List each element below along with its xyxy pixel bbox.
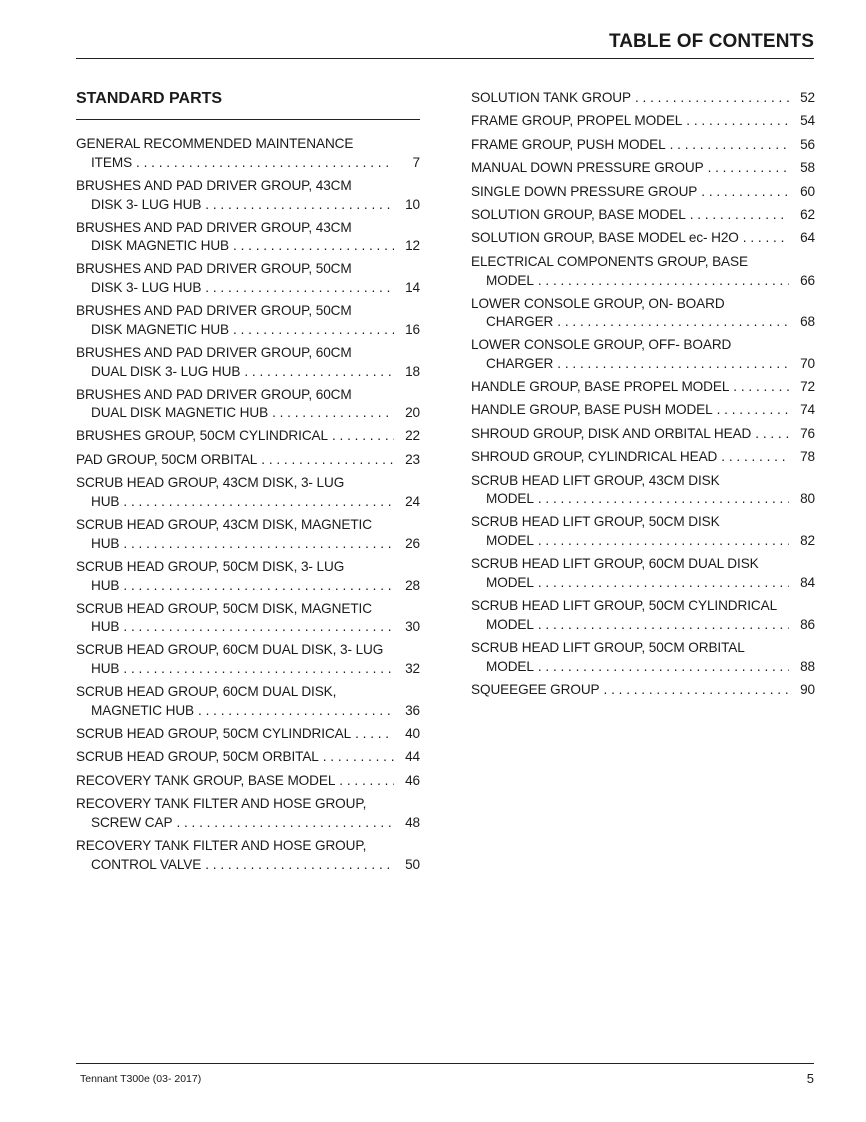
toc-entry-title: SCRUB HEAD GROUP, 60CM DUAL DISK, 3- LUG bbox=[76, 642, 384, 658]
toc-page-number: 46 bbox=[405, 772, 420, 788]
dot-leader bbox=[538, 490, 789, 509]
toc-entry-title-continued: HUB bbox=[91, 494, 120, 510]
toc-page-number: 50 bbox=[405, 856, 420, 872]
toc-entry[interactable] bbox=[471, 425, 815, 444]
toc-entry-title-continued: MODEL bbox=[486, 533, 534, 549]
dot-leader bbox=[721, 448, 789, 467]
footer-divider bbox=[76, 1063, 814, 1064]
toc-entry-title: HANDLE GROUP, BASE PROPEL MODEL bbox=[471, 379, 730, 395]
toc-entry-title-continued: DISK MAGNETIC HUB bbox=[91, 238, 230, 254]
toc-entry[interactable] bbox=[76, 516, 420, 554]
toc-entry-title-continued: DUAL DISK MAGNETIC HUB bbox=[91, 405, 269, 421]
toc-page-number: 78 bbox=[800, 449, 815, 465]
toc-entry[interactable] bbox=[76, 451, 420, 470]
toc-entry[interactable] bbox=[471, 136, 815, 155]
toc-entry[interactable] bbox=[471, 253, 815, 291]
toc-entry-title: SCRUB HEAD LIFT GROUP, 43CM DISK bbox=[471, 472, 720, 488]
toc-page-number: 84 bbox=[800, 575, 815, 590]
dot-leader bbox=[123, 535, 394, 554]
dot-leader bbox=[538, 532, 789, 551]
toc-entry[interactable] bbox=[76, 135, 420, 173]
toc-entry-title-continued: MODEL bbox=[486, 491, 534, 507]
toc-entry[interactable] bbox=[471, 336, 815, 374]
toc-entry[interactable] bbox=[76, 795, 420, 833]
toc-page-number: 23 bbox=[405, 451, 420, 467]
toc-entry-title: MANUAL DOWN PRESSURE GROUP bbox=[471, 160, 704, 176]
toc-entry-title-continued: CONTROL VALVE bbox=[91, 856, 202, 872]
toc-entry-title-continued: DUAL DISK 3- LUG HUB bbox=[91, 363, 241, 379]
toc-entry-title: SCRUB HEAD LIFT GROUP, 50CM CYLINDRICAL bbox=[471, 597, 778, 613]
toc-entry[interactable] bbox=[471, 378, 815, 397]
toc-entry-title: SHROUD GROUP, CYLINDRICAL HEAD bbox=[471, 449, 718, 465]
dot-leader bbox=[272, 404, 394, 423]
toc-page-number: 12 bbox=[405, 238, 420, 254]
toc-entry[interactable] bbox=[76, 837, 420, 875]
toc-entry[interactable] bbox=[76, 427, 420, 446]
toc-page-number: 14 bbox=[405, 280, 420, 296]
toc-entry-title-continued: CHARGER bbox=[486, 356, 554, 372]
toc-entry-title-continued: MODEL bbox=[486, 616, 534, 632]
section-title: STANDARD PARTS bbox=[76, 90, 223, 107]
toc-entry[interactable] bbox=[76, 600, 420, 638]
toc-page-number: 58 bbox=[800, 160, 815, 176]
toc-entry[interactable] bbox=[76, 725, 420, 744]
toc-entry[interactable] bbox=[471, 112, 815, 131]
toc-entry[interactable] bbox=[471, 159, 815, 178]
toc-entry[interactable] bbox=[76, 558, 420, 596]
dot-leader bbox=[538, 272, 789, 291]
toc-page-number: 88 bbox=[800, 658, 815, 674]
dot-leader bbox=[123, 493, 394, 512]
toc-entry-title-continued: SCREW CAP bbox=[91, 814, 173, 830]
toc-page-number: 70 bbox=[800, 356, 815, 372]
toc-page-number: 24 bbox=[405, 494, 420, 510]
toc-entry-title-continued: MODEL bbox=[486, 658, 534, 674]
toc-entry-title: PAD GROUP, 50CM ORBITAL bbox=[76, 451, 258, 467]
toc-entry-title: SCRUB HEAD GROUP, 60CM DUAL DISK, bbox=[76, 684, 337, 700]
dot-leader bbox=[136, 154, 394, 173]
toc-page-number: 72 bbox=[800, 379, 815, 395]
dot-leader bbox=[686, 112, 789, 131]
dot-leader bbox=[339, 772, 394, 791]
dot-leader bbox=[323, 748, 394, 767]
toc-entry-title: SCRUB HEAD LIFT GROUP, 50CM ORBITAL bbox=[471, 639, 745, 655]
toc-entry[interactable] bbox=[471, 206, 815, 225]
dot-leader bbox=[233, 321, 394, 340]
toc-entry[interactable] bbox=[76, 219, 420, 257]
toc-page-number: 7 bbox=[412, 154, 420, 170]
toc-entry[interactable] bbox=[76, 641, 420, 679]
toc-page-number: 18 bbox=[405, 363, 420, 379]
toc-entry-title: SCRUB HEAD GROUP, 50CM DISK, MAGNETIC bbox=[76, 600, 372, 616]
toc-entry[interactable] bbox=[471, 597, 815, 635]
toc-entry-title: SOLUTION GROUP, BASE MODEL bbox=[471, 206, 686, 222]
toc-entry[interactable] bbox=[76, 683, 420, 721]
dot-leader bbox=[332, 427, 394, 446]
toc-page-number: 28 bbox=[405, 577, 420, 593]
dot-leader bbox=[717, 401, 789, 420]
toc-entry-title: RECOVERY TANK FILTER AND HOSE GROUP, bbox=[76, 837, 367, 853]
toc-entry-title: SOLUTION GROUP, BASE MODEL ec- H2O bbox=[471, 230, 739, 246]
toc-entry-title-continued: HUB bbox=[91, 619, 120, 635]
dot-leader bbox=[557, 313, 789, 332]
toc-page-number: 86 bbox=[800, 616, 815, 632]
toc-entry[interactable] bbox=[471, 229, 815, 248]
section-divider bbox=[76, 119, 420, 120]
dot-leader bbox=[755, 425, 789, 444]
toc-page-number: 52 bbox=[800, 90, 815, 105]
toc-page-number: 32 bbox=[405, 661, 420, 677]
toc-entry[interactable] bbox=[471, 89, 815, 108]
toc-page-number: 20 bbox=[405, 405, 420, 421]
dot-leader bbox=[743, 229, 789, 248]
dot-leader bbox=[233, 237, 394, 256]
toc-entry-title: BRUSHES AND PAD DRIVER GROUP, 43CM bbox=[76, 177, 352, 193]
dot-leader bbox=[123, 618, 394, 637]
footer-document-id: Tennant T300e (03- 2017) bbox=[80, 1073, 202, 1085]
toc-entry-title: BRUSHES GROUP, 50CM CYLINDRICAL bbox=[76, 428, 328, 444]
toc-page-number: 30 bbox=[405, 619, 420, 635]
dot-leader bbox=[205, 196, 394, 215]
toc-entry[interactable] bbox=[76, 260, 420, 298]
toc-entry[interactable] bbox=[471, 183, 815, 202]
dot-leader bbox=[261, 451, 394, 470]
toc-entry[interactable] bbox=[471, 513, 815, 551]
toc-entry[interactable] bbox=[471, 448, 815, 467]
document-title: TABLE OF CONTENTS bbox=[608, 31, 814, 52]
toc-page-number: 48 bbox=[405, 814, 420, 830]
toc-page-number: 80 bbox=[800, 491, 815, 507]
toc-entry-title: BRUSHES AND PAD DRIVER GROUP, 50CM bbox=[76, 303, 352, 319]
toc-page-number: 44 bbox=[405, 749, 420, 765]
dot-leader bbox=[244, 363, 394, 382]
toc-entry-title: LOWER CONSOLE GROUP, ON- BOARD bbox=[471, 295, 725, 311]
toc-entry-title-continued: HUB bbox=[91, 661, 120, 677]
toc-page-number: 40 bbox=[405, 725, 420, 741]
dot-leader bbox=[198, 702, 394, 721]
toc-entry-title-continued: ITEMS bbox=[91, 154, 133, 170]
toc-entry-title: SCRUB HEAD GROUP, 50CM ORBITAL bbox=[76, 749, 319, 765]
toc-entry-title-continued: HUB bbox=[91, 535, 120, 551]
dot-leader bbox=[538, 658, 789, 677]
toc-entry-title: SCRUB HEAD GROUP, 43CM DISK, 3- LUG bbox=[76, 475, 345, 491]
toc-page-number: 76 bbox=[800, 425, 815, 441]
toc-page-number: 66 bbox=[800, 272, 815, 288]
dot-leader bbox=[355, 725, 394, 744]
toc-entry-title-continued: DISK 3- LUG HUB bbox=[91, 196, 202, 212]
toc-entry[interactable] bbox=[471, 401, 815, 420]
toc-page-number: 74 bbox=[800, 402, 815, 418]
toc-entry[interactable] bbox=[471, 555, 815, 593]
toc-entry-title: SCRUB HEAD GROUP, 50CM CYLINDRICAL bbox=[76, 725, 352, 741]
dot-leader bbox=[538, 574, 789, 593]
toc-page-number: 16 bbox=[405, 321, 420, 337]
toc-page-number: 10 bbox=[405, 196, 420, 212]
dot-leader bbox=[635, 89, 789, 108]
dot-leader bbox=[538, 616, 789, 635]
toc-entry-title-continued: CHARGER bbox=[486, 314, 554, 330]
toc-entry-title: SQUEEGEE GROUP bbox=[471, 681, 600, 697]
toc-entry[interactable] bbox=[471, 295, 815, 333]
dot-leader bbox=[670, 136, 789, 155]
header-divider bbox=[76, 58, 814, 59]
toc-entry-title: BRUSHES AND PAD DRIVER GROUP, 60CM bbox=[76, 344, 352, 360]
toc-entry[interactable] bbox=[76, 344, 420, 382]
dot-leader bbox=[123, 577, 394, 596]
toc-entry-title: SHROUD GROUP, DISK AND ORBITAL HEAD bbox=[471, 425, 752, 441]
toc-entry-title: LOWER CONSOLE GROUP, OFF- BOARD bbox=[471, 337, 732, 353]
toc-entry-title: ELECTRICAL COMPONENTS GROUP, BASE bbox=[471, 253, 748, 269]
dot-leader bbox=[701, 183, 789, 202]
toc-entry[interactable] bbox=[471, 472, 815, 510]
toc-entry-title: RECOVERY TANK GROUP, BASE MODEL bbox=[76, 772, 336, 788]
toc-right-column bbox=[471, 89, 815, 704]
dot-leader bbox=[690, 206, 789, 225]
toc-entry-title: SINGLE DOWN PRESSURE GROUP bbox=[471, 183, 698, 199]
toc-entry-title: FRAME GROUP, PROPEL MODEL bbox=[471, 113, 683, 129]
dot-leader bbox=[205, 279, 394, 298]
dot-leader bbox=[557, 355, 789, 374]
toc-entry[interactable] bbox=[76, 748, 420, 767]
toc-entry-title: FRAME GROUP, PUSH MODEL bbox=[471, 136, 666, 152]
toc-page-number: 82 bbox=[800, 533, 815, 549]
toc-entry[interactable] bbox=[471, 681, 815, 700]
toc-page-number: 22 bbox=[405, 428, 420, 444]
toc-entry-title: RECOVERY TANK FILTER AND HOSE GROUP, bbox=[76, 796, 367, 812]
footer-page-number: 5 bbox=[806, 1071, 814, 1086]
toc-page-number: 26 bbox=[405, 535, 420, 551]
toc-page-number: 90 bbox=[800, 681, 815, 697]
toc-entry[interactable] bbox=[471, 639, 815, 677]
toc-page-number: 56 bbox=[800, 136, 815, 152]
dot-leader bbox=[733, 378, 789, 397]
dot-leader bbox=[176, 814, 394, 833]
toc-entry[interactable] bbox=[76, 772, 420, 791]
toc-entry[interactable] bbox=[76, 386, 420, 424]
toc-left-column bbox=[76, 135, 420, 879]
toc-entry-title: BRUSHES AND PAD DRIVER GROUP, 60CM bbox=[76, 386, 352, 402]
toc-page-number: 60 bbox=[800, 183, 815, 199]
toc-entry-title: GENERAL RECOMMENDED MAINTENANCE bbox=[76, 136, 354, 151]
toc-entry-title: SCRUB HEAD GROUP, 43CM DISK, MAGNETIC bbox=[76, 517, 372, 533]
toc-entry[interactable] bbox=[76, 474, 420, 512]
dot-leader bbox=[123, 660, 394, 679]
toc-entry-title: SOLUTION TANK GROUP bbox=[471, 90, 631, 105]
toc-entry-title: BRUSHES AND PAD DRIVER GROUP, 50CM bbox=[76, 261, 352, 277]
toc-entry-title: SCRUB HEAD LIFT GROUP, 50CM DISK bbox=[471, 514, 720, 530]
toc-entry[interactable] bbox=[76, 177, 420, 215]
toc-entry-title-continued: DISK 3- LUG HUB bbox=[91, 280, 202, 296]
toc-entry-title: HANDLE GROUP, BASE PUSH MODEL bbox=[471, 402, 713, 418]
toc-entry-title: SCRUB HEAD GROUP, 50CM DISK, 3- LUG bbox=[76, 558, 345, 574]
toc-page-number: 54 bbox=[800, 113, 815, 129]
toc-page-number: 68 bbox=[800, 314, 815, 330]
toc-page-number: 62 bbox=[800, 206, 815, 222]
toc-page-number: 64 bbox=[800, 230, 815, 246]
toc-entry-title-continued: MODEL bbox=[486, 272, 534, 288]
dot-leader bbox=[604, 681, 789, 700]
toc-entry-title-continued: MAGNETIC HUB bbox=[91, 702, 195, 718]
dot-leader bbox=[708, 159, 789, 178]
toc-entry-title-continued: DISK MAGNETIC HUB bbox=[91, 321, 230, 337]
toc-entry-title: SCRUB HEAD LIFT GROUP, 60CM DUAL DISK bbox=[471, 556, 759, 572]
toc-entry-title-continued: MODEL bbox=[486, 575, 534, 590]
toc-page-number: 36 bbox=[405, 702, 420, 718]
dot-leader bbox=[205, 856, 394, 875]
toc-entry-title-continued: HUB bbox=[91, 577, 120, 593]
toc-entry[interactable] bbox=[76, 302, 420, 340]
toc-entry-title: BRUSHES AND PAD DRIVER GROUP, 43CM bbox=[76, 219, 352, 235]
